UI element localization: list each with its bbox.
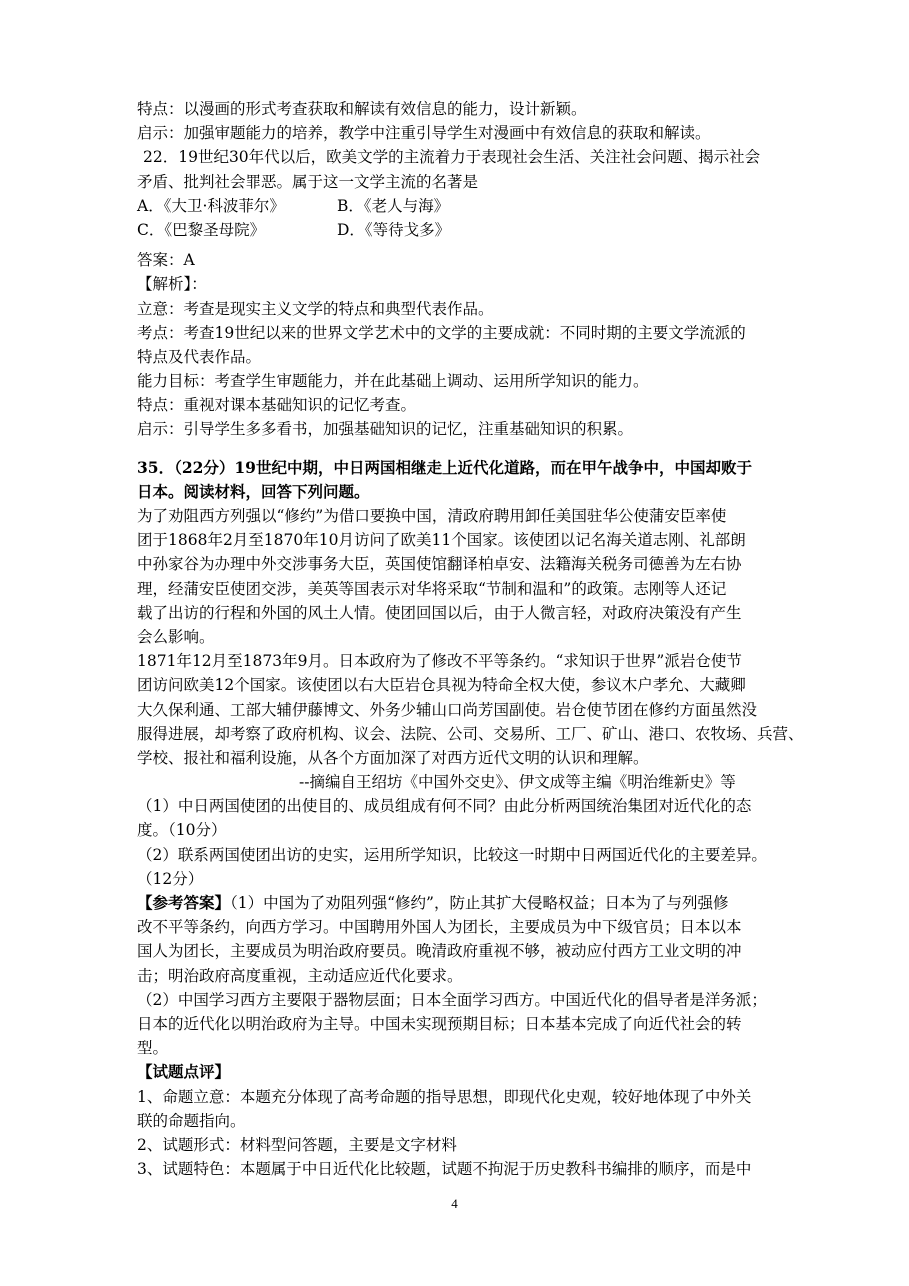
question-35-title-cont: 日本。阅读材料，回答下列问题。 — [137, 481, 370, 501]
feature-text: 特点：以漫画的形式考查获取和解读有效信息的能力，设计新颖。 — [137, 100, 587, 118]
reference-answer-2-cont: 日本的近代化以明治政府为主导。中国未实现预期目标；日本基本完成了向近代社会的转 — [137, 1014, 742, 1033]
reference-answer-2: （2）中国学习西方主要限于器物层面；日本全面学习西方。中国近代化的倡导者是洋务派； — [137, 990, 767, 1009]
material-1-line: 理，经蒲安臣使团交涉，美英等国表示对华将采取“节制和温和”的政策。志刚等人还记 — [137, 579, 727, 598]
comment-2: 2、试题形式：材料型问答题，主要是文字材料 — [137, 1135, 457, 1154]
test-point-text-cont: 特点及代表作品。 — [137, 347, 262, 366]
reference-answer-1-cont: 国人为团长，主要成员为明治政府要员。晚清政府重视不够，被动应付西方工业文明的冲 — [137, 942, 742, 961]
reference-answer-1-text: （1）中国为了劝阻列强“修约”，防止其扩大侵略权益；日本为了与列强修 — [230, 894, 729, 912]
options-row-2 — [137, 218, 787, 242]
sub-question-2: （2）联系两国使团出访的史实，运用所学知识，比较这一时期中日两国近代化的主要差异。 — [137, 845, 767, 864]
reference-answer-1 — [137, 891, 787, 915]
comment-3: 3、试题特色：本题属于中日近代化比较题，试题不拘泥于历史教科书编排的顺序，而是中 — [137, 1160, 752, 1179]
material-2-line: 学校、报社和福利设施，从各个方面加深了对西方近代文明的认识和理解。 — [137, 748, 649, 767]
question-35-title: 35．（22分）19世纪中期，中日两国相继走上近代化道路，而在甲午战争中，中国却败于 — [137, 457, 752, 477]
material-2-line: 服得进展，却考察了政府机构、议会、法院、公司、交易所、工厂、矿山、港口、农牧场、兵营、 — [137, 724, 804, 743]
comment-1: 1、命题立意：本题充分体现了高考命题的指导思想，即现代化史观，较好地体现了中外关 — [137, 1087, 752, 1106]
test-point-text: 考点：考查19世纪以来的世界文学艺术中的文学的主要成就：不同时期的主要文学流派的 — [137, 323, 746, 342]
feature-text-2: 特点：重视对课本基础知识的记忆考查。 — [137, 396, 417, 415]
material-1-line: 会么影响。 — [137, 627, 215, 646]
intent-text: 立意：考查是现实主义文学的特点和典型代表作品。 — [137, 299, 494, 318]
reference-answer-2-cont: 型。 — [137, 1039, 169, 1058]
material-2-line: 大久保利通、工部大辅伊藤博文、外务少辅山口尚芳国副使。岩仓使节团在修约方面虽然没 — [137, 700, 758, 719]
document-page — [137, 97, 804, 1181]
question-22-stem-cont: 矛盾、批判社会罪恶。属于这一文学主流的名著是 — [137, 172, 479, 191]
option-a: A．《大卫·科波菲尔》 — [137, 196, 285, 215]
option-b: B．《老人与海》 — [337, 196, 450, 215]
material-1-line: 中孙家谷为办理中外交涉事务大臣，英国使馆翻译柏卓安、法籍海关税务司德善为左右协 — [137, 555, 742, 574]
options-row-1 — [137, 194, 787, 218]
sub-question-2-cont: （12分） — [137, 869, 204, 888]
sub-question-1: （1）中日两国使团的出使目的、成员组成有何不同？由此分析两国统治集团对近代化的态 — [137, 797, 752, 816]
material-1-line: 团于1868年2月至1870年10月访问了欧美11个国家。该使团以记名海关道志刚、礼部朗 — [137, 531, 746, 550]
material-2-line: 1871年12月至1873年9月。日本政府为了修改不平等条约。“求知识于世界”派岩仓使节 — [137, 652, 742, 671]
comment-heading: 【试题点评】 — [137, 1062, 231, 1082]
material-2-line: 团访问欧美12个国家。该使团以右大臣岩仓具视为特命全权大使，参议木户孝允、大藏卿 — [137, 676, 746, 695]
analysis-heading: 【解析】： — [137, 275, 207, 294]
sub-question-1-cont: 度。（10分） — [137, 821, 227, 840]
comment-1-cont: 联的命题指向。 — [137, 1111, 246, 1130]
insight-text: 启示：加强审题能力的培养，教学中注重引导学生对漫画中有效信息的获取和解读。 — [137, 124, 711, 143]
source-citation: --摘编自王绍坊《中国外交史》、伊文成等主编《明治维新史》等 — [299, 773, 736, 792]
option-c: C．《巴黎圣母院》 — [137, 220, 266, 239]
option-d: D．《等待戈多》 — [337, 220, 451, 239]
material-1-line: 为了劝阻西方列强以“修约”为借口要换中国，清政府聘用卸任美国驻华公使蒲安臣率使 — [137, 507, 727, 525]
insight-text-2: 启示：引导学生多多看书，加强基础知识的记忆，注重基础知识的积累。 — [137, 420, 634, 439]
ability-text: 能力目标：考查学生审题能力，并在此基础上调动、运用所学知识的能力。 — [137, 372, 649, 391]
reference-answer-label: 【参考答案】 — [137, 893, 231, 912]
answer-text: 答案：A — [137, 251, 195, 270]
reference-answer-1-cont: 改不平等条约，向西方学习。中国聘用外国人为团长，主要成员为中下级官员；日本以本 — [137, 918, 742, 937]
material-1-line: 载了出访的行程和外国的风土人情。使团回国以后，由于人微言轻，对政府决策没有产生 — [137, 603, 742, 622]
page-number: 4 — [451, 1196, 458, 1211]
question-22-stem: 22．19世纪30年代以后，欧美文学的主流着力于表现社会生活、关注社会问题、揭示社会 — [143, 148, 761, 167]
reference-answer-1-cont: 击；明治政府高度重视，主动适应近代化要求。 — [137, 966, 463, 985]
